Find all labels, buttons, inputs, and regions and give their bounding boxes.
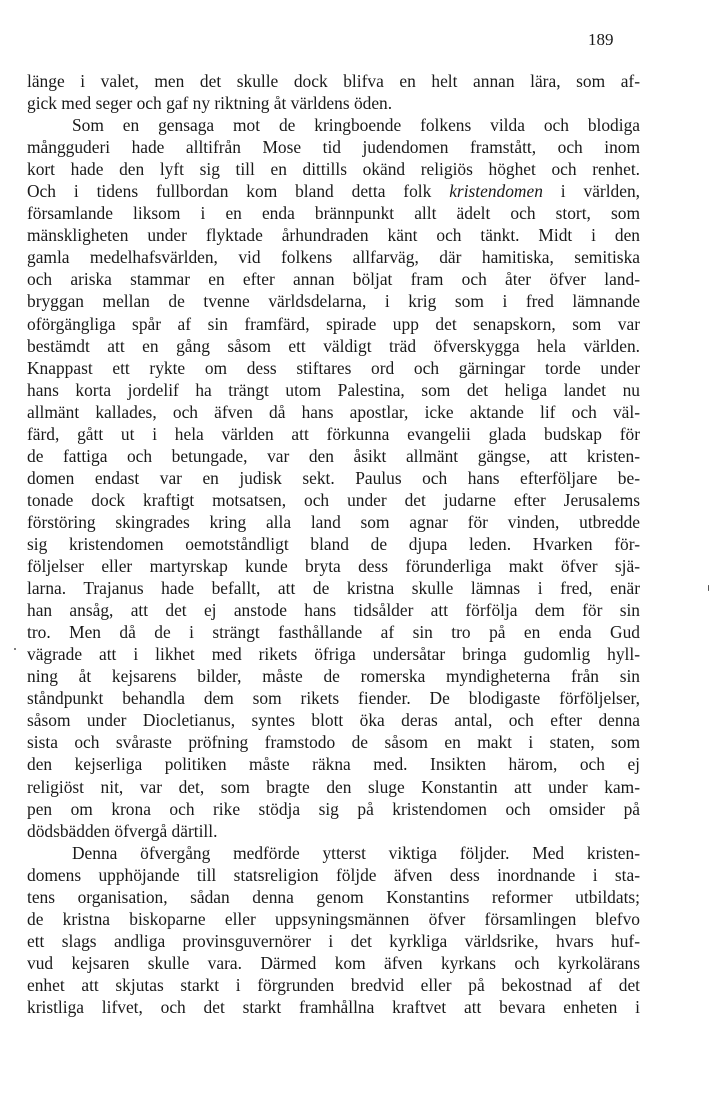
text-line: oförgängliga spår af sin framfärd, spirade upp det senapskorn, som var bbox=[27, 313, 640, 334]
text-line: bryggan mellan de tvenne världsdelarna, i krig som i fred lämnande bbox=[27, 291, 640, 312]
text-line: hans korta jordelif ha trängt utom Palestina, som det heliga landet nu bbox=[27, 379, 640, 400]
text-line: färd, gått ut i hela världen att förkunna evangelii glada budskap för bbox=[27, 423, 640, 444]
text-line: Knappast ett rykte om dess stiftares ord och gärningar torde under bbox=[27, 357, 640, 378]
text-line: den kejserliga politiken måste räkna med. Insikten härom, och ej bbox=[27, 754, 640, 775]
page-number: 189 bbox=[588, 30, 614, 49]
text-line: domens upphöjande till statsreligion följde äfven dess inordnande i sta- bbox=[27, 864, 640, 885]
text-line: tens organisation, sådan denna genom Konstantins reformer utbildats; bbox=[27, 886, 640, 907]
emphasized-word: kristendomen bbox=[449, 181, 543, 202]
text-line: han ansåg, att det ej anstode hans tidsålder att förfölja dem för sin bbox=[27, 600, 640, 621]
text-line: religiöst nit, var det, som bragte den sluge Konstantin att under kam- bbox=[27, 776, 640, 797]
text-line: Som en gensaga mot de kringboende folkens vilda och blodiga bbox=[72, 115, 640, 136]
text-segment: i världen, bbox=[542, 181, 640, 202]
text-line: bestämdt att en gång såsom ett väldigt träd öfverskygga hela världen. bbox=[27, 335, 640, 356]
text-line: tonade dock kraftigt motsatsen, och under det judarne efter Jerusalems bbox=[27, 489, 640, 510]
text-segment: Och i tidens fullbordan kom bland detta folk bbox=[27, 181, 450, 202]
text-line: domen endast var en judisk sekt. Paulus och hans efterföljare be- bbox=[27, 467, 640, 488]
text-line: dödsbädden öfvergå därtill. bbox=[27, 820, 218, 841]
margin-speck bbox=[14, 648, 16, 650]
text-line: förstöring skingrades kring alla land som agnar för vinden, utbredde bbox=[27, 511, 640, 532]
margin-speck bbox=[708, 585, 709, 591]
text-line: vägrade att i likhet med rikets öfriga undersåtar bringa gudomlig hyll- bbox=[27, 644, 640, 665]
text-line: mångguderi hade alltifrån Mose tid judendomen framstått, och inom bbox=[27, 137, 640, 158]
text-line: pen om krona och rike stödja sig på kristendomen och omsider på bbox=[27, 798, 640, 819]
text-line: ning åt kejsarens bilder, måste de romerska myndigheterna från sin bbox=[27, 666, 640, 687]
text-line: församlande liksom i en enda brännpunkt allt ädelt och stort, som bbox=[27, 203, 640, 224]
text-line: enhet att skjutas starkt i förgrunden bredvid eller på bekostnad af det bbox=[27, 974, 640, 995]
text-line: såsom under Diocletianus, syntes blott öka deras antal, och efter denna bbox=[27, 710, 640, 731]
text-line: mänskligheten under flyktade århundraden känt och tänkt. Midt i den bbox=[27, 225, 640, 246]
text-line: sig kristendomen oemotståndligt bland de djupa leden. Hvarken för- bbox=[27, 533, 640, 554]
paragraph-1 bbox=[27, 70, 640, 114]
text-line: vud kejsaren skulle vara. Därmed kom äfven kyrkans och kyrkolärans bbox=[27, 952, 640, 973]
text-line: och ariska stammar en efter annan böljat fram och åter öfver land- bbox=[27, 269, 640, 290]
text-line: kort hade den lyft sig till en dittills okänd religiös höghet och renhet. bbox=[27, 159, 640, 180]
text-line: larna. Trajanus hade befallt, att de kristna skulle lämnas i fred, enär bbox=[27, 578, 640, 599]
text-line: de kristna biskoparne eller uppsyningsmännen öfver församlingen blefvo bbox=[27, 908, 640, 929]
text-line-with-emphasis bbox=[27, 180, 640, 202]
text-line: ett slags andliga provinsguvernörer i det kyrkliga världsrike, hvars huf- bbox=[27, 930, 640, 951]
text-line: följelser eller martyrskap kunde bryta dess förunderliga makt öfver sjä- bbox=[27, 556, 640, 577]
text-line: gamla medelhafsvärlden, vid folkens allfarväg, där hamitiska, semitiska bbox=[27, 247, 640, 268]
text-line: sista och svåraste pröfning framstodo de såsom en makt i staten, som bbox=[27, 732, 640, 753]
text-line: tro. Men då de i strängt fasthållande af sin tro på en enda Gud bbox=[27, 622, 640, 643]
paragraph-3 bbox=[27, 842, 640, 1018]
text-line: gick med seger och gaf ny riktning åt världens öden. bbox=[27, 93, 393, 114]
text-line: de fattiga och betungade, var den åsikt allmänt gängse, att kristen- bbox=[27, 445, 640, 466]
text-line: länge i valet, men det skulle dock blifva en helt annan lära, som af- bbox=[27, 71, 640, 91]
text-line: kristliga lifvet, och det starkt framhållna kraftvet att bevara enheten i bbox=[27, 996, 640, 1017]
text-line: allmänt kallades, och äfven då hans apostlar, icke aktande lif och väl- bbox=[27, 401, 640, 422]
body-text bbox=[27, 70, 640, 1018]
text-line: ståndpunkt behandla dem som rikets fiender. De blodigaste förföljelser, bbox=[27, 688, 640, 709]
text-line: Denna öfvergång medförde ytterst viktiga följder. Med kristen- bbox=[72, 842, 640, 863]
paragraph-2 bbox=[27, 114, 640, 842]
